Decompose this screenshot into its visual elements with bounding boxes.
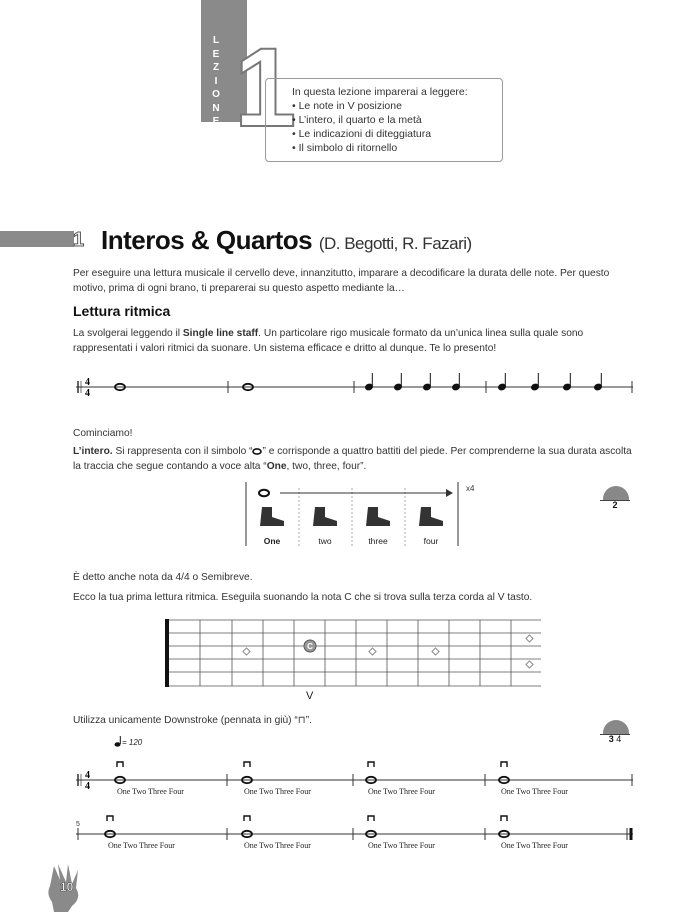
count-text: One Two Three Four: [244, 787, 311, 796]
cd-icon: [603, 720, 629, 734]
bar-number: 5: [76, 821, 80, 828]
lesson-objectives-list: [292, 99, 492, 155]
whole-note-icon: [252, 448, 262, 455]
count-text: One Two Three Four: [501, 841, 568, 850]
cd-track-numbers: [600, 734, 630, 744]
lesson-word: [209, 34, 223, 129]
downstroke-icon: [107, 816, 113, 821]
count-text: One Two Three Four: [501, 787, 568, 796]
downstroke-icon: [368, 816, 374, 821]
boot-icon: [260, 507, 284, 526]
rhythm-text-after: . Un particolare rigo musicale formato da un’unica linea sulla quale sono rappresentati i valori ritmici da suonare. Un sistema efficace e dritto al dunque. Te lo presento!: [73, 328, 584, 354]
arrow-right-icon: [446, 489, 453, 497]
page-number: 10: [60, 880, 74, 894]
fret-markers: [243, 635, 533, 668]
boot-icon: [419, 507, 443, 526]
count-label-four: four: [423, 536, 439, 546]
lesson-letter: E: [212, 48, 220, 60]
intero-bold: L’intero.: [73, 446, 113, 457]
lesson-intro: In questa lezione imparerai a leggere:: [292, 86, 468, 98]
downstroke-icon: [117, 762, 123, 767]
cd-track-number: 4: [616, 734, 622, 744]
downstroke-icon: [368, 762, 374, 767]
single-line-staff: [70, 365, 636, 405]
cd-track-badge[interactable]: [600, 486, 630, 512]
lesson-letter: I: [214, 75, 218, 87]
cd-track-number: 3: [608, 734, 614, 744]
count-label-two: two: [318, 536, 332, 546]
boot-icon: [366, 507, 390, 526]
time-sig-top: 4: [85, 377, 90, 388]
tempo-mark: [114, 736, 142, 747]
quarter-note-icon: [114, 736, 122, 747]
lesson-letter: Z: [212, 62, 220, 73]
count-text: One Two Three Four: [368, 841, 435, 850]
rhythm-heading: Lettura ritmica: [73, 303, 171, 319]
quarter-notes: [498, 373, 603, 391]
cominciamo-text: Cominciamo!: [73, 428, 133, 439]
section-authors: (D. Begotti, R. Fazari): [318, 234, 472, 253]
count-label-one: One: [263, 536, 281, 546]
rhythm-bold: Single line staff: [182, 328, 259, 339]
page-mascot-icon: [48, 862, 104, 912]
intero-text: , two, three, four”.: [286, 461, 367, 472]
note-c-label: C: [307, 642, 313, 651]
time-sig-bottom: 4: [85, 388, 90, 399]
intro-paragraph: Per eseguire una lettura musicale il cervello deve, innanzitutto, imparare a decodificare la durata delle note. Per questo motivo, prima di ogni brano, ti preparerai su questo aspetto mediante la…: [73, 268, 610, 294]
tempo-value: = 120: [122, 738, 143, 747]
lesson-objective: • Il simbolo di ritornello: [292, 141, 492, 155]
rhythm-text: La svolgerai leggendo il: [73, 328, 183, 339]
boot-icon: [313, 507, 337, 526]
lesson-objective: • Le note in V posizione: [292, 99, 492, 113]
cd-track-number: 2: [612, 500, 618, 510]
downstroke-icon: [501, 762, 507, 767]
intero-bold-one: One: [266, 461, 287, 472]
lesson-letter: L: [212, 35, 220, 46]
quarter-notes: [365, 373, 461, 391]
time-sig-bottom: 4: [85, 781, 90, 792]
repeat-x4: x4: [466, 484, 475, 493]
count-text: One Two Three Four: [244, 841, 311, 850]
section-bar: [0, 231, 74, 247]
count-label-three: three: [368, 536, 388, 546]
lesson-objective: • L’intero, il quarto e la metà: [292, 113, 492, 127]
position-label: V: [306, 690, 314, 702]
lesson-number: 1: [234, 25, 297, 150]
downstroke-icon: [244, 816, 250, 821]
time-sig-top: 4: [85, 770, 90, 781]
cd-track-badge[interactable]: [600, 720, 630, 746]
intero-text: ” e corrisponde a quattro battiti del piede. Per comprenderne la sua durata ascolta la traccia che segue contando a voce alta “: [73, 446, 632, 472]
lesson-objectives-box: [265, 78, 503, 162]
fretboard-diagram: [165, 619, 545, 691]
count-text: One Two Three Four: [108, 841, 175, 850]
downstroke-icon: [244, 762, 250, 767]
intero-text: Si rappresenta con il simbolo “: [112, 446, 253, 457]
downstroke-text: Utilizza unicamente Downstroke (pennata in giù) “⊓”.: [73, 715, 312, 726]
section-title-text: Interos & Quartos: [101, 225, 313, 255]
count-text: One Two Three Four: [368, 787, 435, 796]
count-text: One Two Three Four: [117, 787, 184, 796]
lesson-letter: E: [212, 116, 220, 127]
lesson-letter: O: [212, 89, 220, 100]
section-title: [101, 225, 472, 256]
cd-icon: [603, 486, 629, 500]
whole-note-icon: [259, 490, 269, 496]
downstroke-icon: [501, 816, 507, 821]
lesson-letter: N: [212, 102, 220, 114]
section-number: 1: [73, 229, 85, 251]
first-reading-text: Ecco la tua prima lettura ritmica. Eseguila suonando la nota C che si trova sulla terza corda al V tasto.: [73, 592, 533, 603]
intero-paragraph: [73, 444, 639, 474]
semibreve-text: È detto anche nota da 4/4 o Semibreve.: [73, 572, 253, 583]
lesson-objective: • Le indicazioni di diteggiatura: [292, 127, 492, 141]
rhythm-paragraph: [73, 326, 639, 356]
